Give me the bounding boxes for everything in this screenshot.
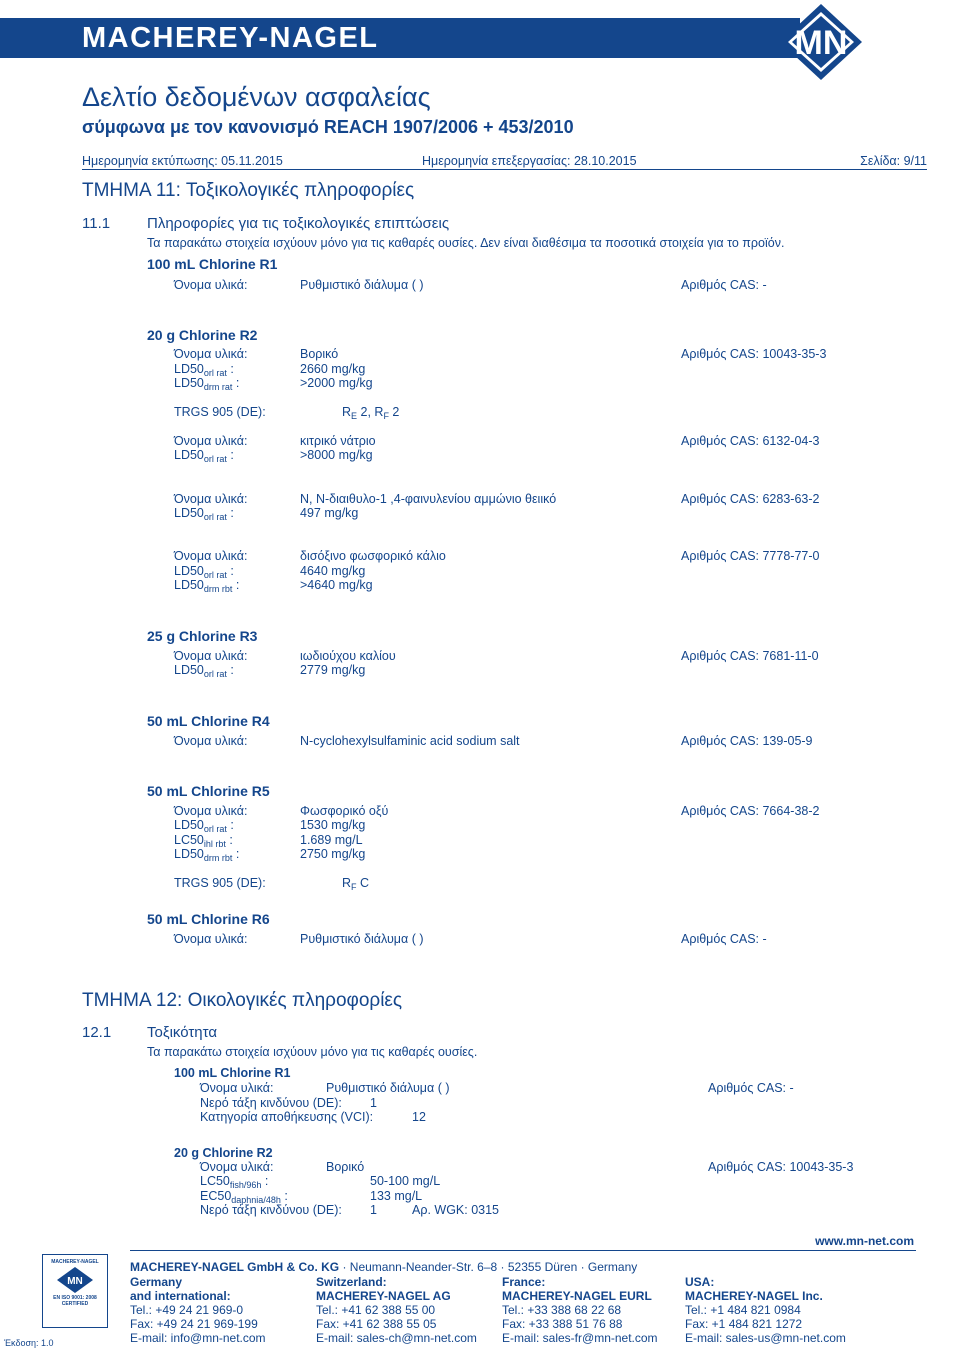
subsection-12-1-number: 12.1 [82, 1024, 112, 1041]
col1-email: E-mail: info@mn-net.com [130, 1331, 266, 1345]
label-substance-name: Όνομα υλικά: [174, 434, 248, 448]
col4-email: E-mail: sales-us@mn-net.com [685, 1331, 846, 1345]
r5-cas: Αριθμός CAS: 7664-38-2 [681, 804, 820, 818]
r1-cas: Αριθμός CAS: - [681, 278, 767, 292]
r2-substance-2: κιτρικό νάτριο [300, 434, 376, 448]
revision-date: Ημερομηνία επεξεργασίας: 28.10.2015 [422, 154, 637, 168]
eco-r2-cas: Αριθμός CAS: 10043-35-3 [708, 1160, 854, 1174]
lc50-fish-label: $LC50_{fish/96h}$ : [200, 1174, 269, 1190]
col3-heading-1: France: [502, 1275, 546, 1289]
col2-fax: Fax: +41 62 388 55 05 [316, 1317, 437, 1331]
water-hazard-label: Νερό τάξη κινδύνου (DE): [200, 1096, 342, 1110]
subsection-11-1-number: 11.1 [82, 215, 111, 232]
eco-r1-substance: Ρυθμιστικό διάλυμα ( ) [326, 1081, 450, 1095]
col2-tel: Tel.: +41 62 388 55 00 [316, 1303, 436, 1317]
page-number: Σελίδα: 9/11 [860, 154, 927, 168]
lc50-ihl-rbt-label: $LC50_{ihl rbt}$ : [174, 833, 233, 849]
ld50-orl-rat-label: $LD50_{orl rat}$ : [174, 663, 234, 679]
label-substance-name: Όνομα υλικά: [174, 549, 248, 563]
r3-ld50-orl: 2779 mg/kg [300, 663, 366, 677]
col3-tel: Tel.: +33 388 68 22 68 [502, 1303, 622, 1317]
product-r1-title: 100 mL Chlorine R1 [147, 256, 278, 272]
r2-s2-ld50-orl: >8000 mg/kg [300, 448, 373, 462]
eco-r1-storage-class: 12 [412, 1110, 426, 1124]
section-11-intro: Τα παρακάτω στοιχεία ισχύουν μόνο για τις καθαρές ουσίες. Δεν είναι διαθέσιμα τα ποσοτικά στοιχεία για το προϊόν. [147, 236, 785, 250]
label-substance-name: Όνομα υλικά: [200, 1160, 274, 1174]
product-r4-title: 50 mL Chlorine R4 [147, 713, 270, 729]
product-r3-title: 25 g Chlorine R3 [147, 628, 258, 644]
eco-r1-cas: Αριθμός CAS: - [708, 1081, 794, 1095]
r6-cas: Αριθμός CAS: - [681, 932, 767, 946]
col1-fax: Fax: +49 24 21 969-199 [130, 1317, 258, 1331]
r5-ld50-drm: 2750 mg/kg [300, 847, 366, 861]
r2-substance-2-cas: Αριθμός CAS: 6132-04-3 [681, 434, 820, 448]
col3-fax: Fax: +33 388 51 76 88 [502, 1317, 623, 1331]
eco-r1-water-hazard: 1 [370, 1096, 377, 1110]
product-r2-title: 20 g Chlorine R2 [147, 327, 258, 343]
label-substance-name: Όνομα υλικά: [174, 804, 248, 818]
col4-tel: Tel.: +1 484 821 0984 [685, 1303, 801, 1317]
eco-r2-substance: Βορικό [326, 1160, 365, 1174]
footer-rule [130, 1250, 916, 1251]
r5-lc50-ihl: 1.689 mg/L [300, 833, 363, 847]
r2-substance-4-cas: Αριθμός CAS: 7778-77-0 [681, 549, 820, 563]
badge-brand: MACHEREY-NAGEL [51, 1259, 99, 1265]
col1-heading-1: Germany [130, 1275, 183, 1289]
col2-heading-2: MACHEREY-NAGEL AG [316, 1289, 451, 1303]
ec50-daphnia-label: $EC50_{daphnia/48h}$ : [200, 1189, 288, 1205]
badge-cert: CERTIFIED [61, 1301, 89, 1307]
ld50-orl-rat-label: $LD50_{orl rat}$ : [174, 506, 234, 522]
trgs-label: TRGS 905 (DE): [174, 405, 266, 419]
badge-iso: EN ISO 9001: 2008 [53, 1295, 97, 1301]
eco-r1-title: 100 mL Chlorine R1 [174, 1066, 291, 1080]
mn-logo-icon [778, 2, 864, 82]
ld50-orl-rat-label: $LD50_{orl rat}$ : [174, 564, 234, 580]
ld50-orl-rat-label: $LD50_{orl rat}$ : [174, 362, 234, 378]
r2-substance-4: δισόξινο φωσφορικό κάλιο [300, 549, 446, 563]
r5-ld50-orl: 1530 mg/kg [300, 818, 366, 832]
svg-text:MN: MN [67, 1276, 83, 1287]
storage-class-label: Κατηγορία αποθήκευσης (VCI): [200, 1110, 374, 1124]
edition-number: Έκδοση: 1.0 [4, 1338, 54, 1348]
col3-email: E-mail: sales-fr@mn-net.com [502, 1331, 658, 1345]
col4-fax: Fax: +1 484 821 1272 [685, 1317, 803, 1331]
r2-s1-ld50-drm: >2000 mg/kg [300, 376, 373, 390]
ld50-orl-rat-label: $LD50_{orl rat}$ : [174, 818, 234, 834]
ld50-orl-rat-label: $LD50_{orl rat}$ : [174, 448, 234, 464]
subsection-11-1-title: Πληροφορίες για τις τοξικολογικές επιπτώσεις [147, 215, 450, 232]
label-substance-name: Όνομα υλικά: [174, 734, 248, 748]
r2-trgs-value: $R_E$ 2, $R_F$ 2 [342, 405, 400, 421]
eco-r2-lc50: 50-100 mg/L [370, 1174, 441, 1188]
ld50-drm-rbt-label: $LD50_{drm rbt}$ : [174, 578, 240, 594]
col1-tel: Tel.: +49 24 21 969-0 [130, 1303, 244, 1317]
label-substance-name: Όνομα υλικά: [174, 492, 248, 506]
label-substance-name: Όνομα υλικά: [174, 932, 248, 946]
iso-certificate-badge [42, 1254, 108, 1328]
brand-name: MACHEREY-NAGEL [82, 22, 379, 54]
ld50-drm-rbt-label: $LD50_{drm rbt}$ : [174, 847, 240, 863]
label-substance-name: Όνομα υλικά: [200, 1081, 274, 1095]
r2-substance-1: Βορικό [300, 347, 339, 361]
eco-r2-water-hazard: 1 [370, 1203, 377, 1217]
r2-substance-3-cas: Αριθμός CAS: 6283-63-2 [681, 492, 820, 506]
label-substance-name: Όνομα υλικά: [174, 347, 248, 361]
r4-cas: Αριθμός CAS: 139-05-9 [681, 734, 813, 748]
col4-heading-1: USA: [685, 1275, 715, 1289]
r2-s4-ld50-drm: >4640 mg/kg [300, 578, 373, 592]
section-11-title: ΤΜΗΜΑ 11: Τοξικολογικές πληροφορίες [82, 180, 415, 201]
r2-s1-ld50-orl: 2660 mg/kg [300, 362, 366, 376]
r2-s4-ld50-orl: 4640 mg/kg [300, 564, 366, 578]
document-subtitle: σύμφωνα με τον κανονισμό REACH 1907/2006 + 453/2010 [82, 117, 574, 137]
section-12-intro: Τα παρακάτω στοιχεία ισχύουν μόνο για τις καθαρές ουσίες. [147, 1045, 478, 1059]
r4-substance: N-cyclohexylsulfaminic acid sodium salt [300, 734, 520, 748]
r3-substance: ιωδιούχου καλίου [300, 649, 396, 663]
eco-r2-ec50: 133 mg/L [370, 1189, 423, 1203]
r3-cas: Αριθμός CAS: 7681-11-0 [681, 649, 819, 663]
col1-heading-2: and international: [130, 1289, 231, 1303]
badge-mn-icon [43, 1265, 107, 1295]
label-substance-name: Όνομα υλικά: [174, 278, 248, 292]
col2-heading-1: Switzerland: [316, 1275, 387, 1289]
r5-substance: Φωσφορικό οξύ [300, 804, 389, 818]
product-r6-title: 50 mL Chlorine R6 [147, 911, 270, 927]
r2-substance-3: N, N-διαιθυλο-1 ,4-φαινυλενίου αμμώνιο θειικό [300, 492, 557, 506]
eco-r2-title: 20 g Chlorine R2 [174, 1146, 273, 1160]
trgs-label: TRGS 905 (DE): [174, 876, 266, 890]
r2-s3-ld50-orl: 497 mg/kg [300, 506, 359, 520]
label-substance-name: Όνομα υλικά: [174, 649, 248, 663]
document-title: Δελτίο δεδομένων ασφαλείας [82, 82, 431, 112]
product-r5-title: 50 mL Chlorine R5 [147, 783, 270, 799]
website: www.mn-net.com [815, 1234, 914, 1248]
water-hazard-label: Νερό τάξη κινδύνου (DE): [200, 1203, 342, 1217]
logo-text: MN [794, 24, 848, 62]
section-12-title: ΤΜΗΜΑ 12: Οικολογικές πληροφορίες [82, 990, 403, 1011]
r6-substance: Ρυθμιστικό διάλυμα ( ) [300, 932, 424, 946]
ld50-drm-rat-label: $LD50_{drm rat}$ : [174, 376, 240, 392]
r1-substance: Ρυθμιστικό διάλυμα ( ) [300, 278, 424, 292]
company-address: MACHEREY-NAGEL GmbH & Co. KG · Neumann-Neander-Str. 6–8 · 52355 Düren · Germany [130, 1260, 638, 1274]
eco-r2-wgk: Αρ. WGK: 0315 [412, 1203, 500, 1217]
col2-email: E-mail: sales-ch@mn-net.com [316, 1331, 477, 1345]
col3-heading-2: MACHEREY-NAGEL EURL [502, 1289, 652, 1303]
col4-heading-2: MACHEREY-NAGEL Inc. [685, 1289, 823, 1303]
r2-substance-1-cas: Αριθμός CAS: 10043-35-3 [681, 347, 827, 361]
r5-trgs-value: $R_F$ C [342, 876, 370, 892]
subsection-12-1-title: Τοξικότητα [147, 1024, 218, 1041]
print-date: Ημερομηνία εκτύπωσης: 05.11.2015 [82, 154, 283, 168]
header-rule [82, 169, 927, 170]
